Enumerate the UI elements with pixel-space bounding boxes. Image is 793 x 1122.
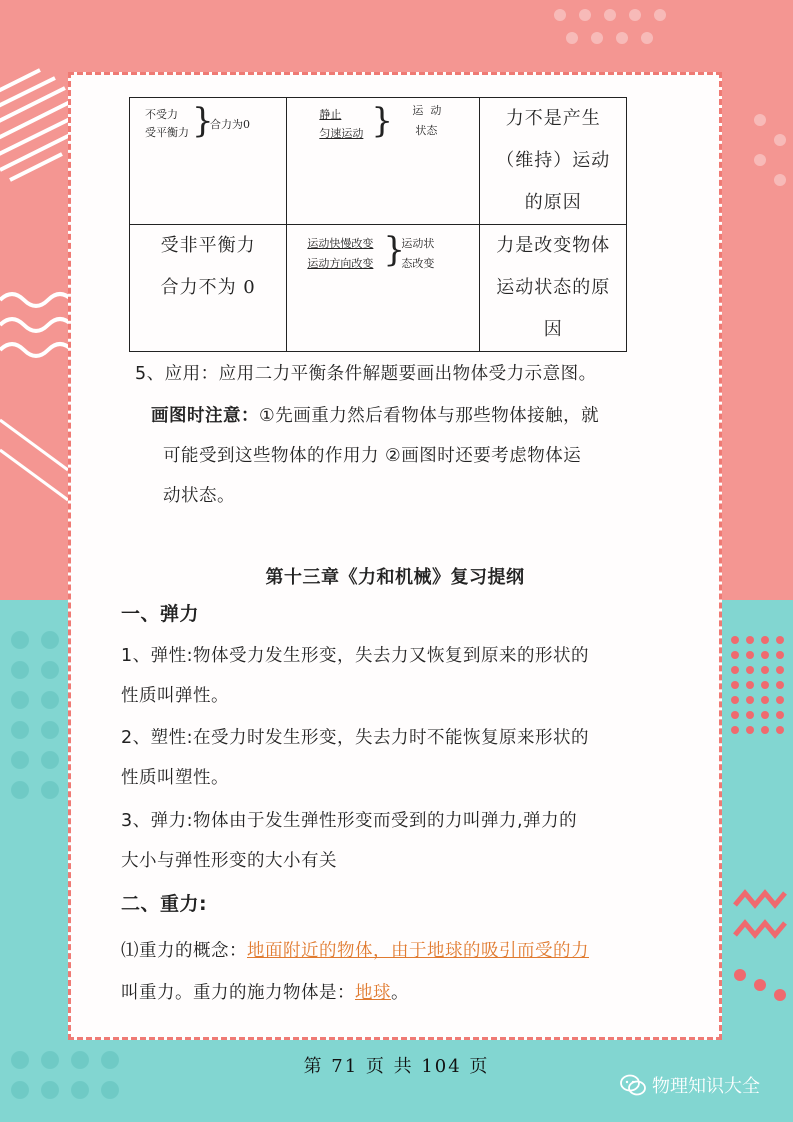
item-elasticity-cont: 性质叫弹性。 <box>121 686 229 706</box>
cell-line: 力不是产生 <box>505 108 601 129</box>
cell-line: 受非平衡力 <box>160 235 256 256</box>
cell-line: （维持）运动 <box>496 150 611 171</box>
paragraph-note-end: 动状态。 <box>163 486 235 506</box>
page-footer: 第 71 页 共 104 页 <box>303 1056 490 1077</box>
zigzag-right <box>735 893 785 935</box>
table-row <box>130 98 627 225</box>
cell-text: 运动状 <box>401 237 435 250</box>
note-text: ①先画重力然后看物体与那些物体接触，就 <box>259 406 600 426</box>
paragraph-note <box>151 395 599 437</box>
dot-pattern-right <box>731 636 786 1001</box>
cell-line: 力是改变物体 <box>496 235 611 256</box>
table-cell-r1c2 <box>287 98 480 225</box>
cell-line: 的原因 <box>524 192 582 213</box>
force-motion-table <box>129 97 627 352</box>
chapter-title: 第十三章《力和机械》复习提纲 <box>265 567 525 588</box>
item-elasticity: 1、弹性:物体受力发生形变，失去力又恢复到原来的形状的 <box>121 646 590 666</box>
cell-text: 运 动 <box>412 104 442 117</box>
cell-text: 匀速运动 <box>319 127 364 140</box>
item-plasticity-cont: 性质叫塑性。 <box>121 768 229 788</box>
gravity-source-prefix: 叫重力。重力的施力物体是： <box>121 983 355 1003</box>
cell-line: 因 <box>543 319 563 340</box>
cell-line: 合力不为 0 <box>160 277 256 298</box>
item-plasticity: 2、塑性:在受力时发生形变，失去力时不能恢复原来形状的 <box>121 728 590 748</box>
item-elastic-force-cont: 大小与弹性形变的大小有关 <box>121 851 337 871</box>
wechat-icon <box>620 1074 646 1096</box>
wechat-account-name: 物理知识大全 <box>652 1076 760 1097</box>
wechat-watermark <box>620 1072 760 1098</box>
paragraph-application: 5、应用：应用二力平衡条件解题要画出物体受力示意图。 <box>135 364 597 384</box>
item-elastic-force: 3、弹力:物体由于发生弹性形变而受到的力叫弹力,弹力的 <box>121 811 578 831</box>
gravity-concept-answer: 地面附近的物体，由于地球的吸引而受的力 <box>247 941 589 961</box>
table-cell-r2c2 <box>287 225 480 352</box>
paragraph-note-cont: 可能受到这些物体的作用力 ②画图时还要考虑物体运 <box>163 446 582 466</box>
cell-line: 运动状态的原 <box>496 277 611 298</box>
diagonal-lines-left <box>0 420 68 500</box>
table-cell-r1c1 <box>130 98 287 225</box>
gravity-source <box>121 972 409 1014</box>
content-card <box>68 72 722 1040</box>
table-cell-r2c1 <box>130 225 287 352</box>
section-heading-gravity: 二、重力: <box>121 893 208 915</box>
gravity-concept-prefix: ⑴重力的概念： <box>121 941 247 961</box>
table-cell-r2c3 <box>480 225 627 352</box>
table-cell-r1c3 <box>480 98 627 225</box>
cell-text: 受平衡力 <box>145 126 189 139</box>
note-label: 画图时注意： <box>151 406 259 426</box>
gravity-source-answer: 地球 <box>355 983 391 1003</box>
brace-icon: } <box>371 101 393 141</box>
cell-text: 状态 <box>415 124 438 137</box>
wave-lines-left <box>0 294 72 356</box>
section-heading-elastic: 一、弹力 <box>121 603 200 625</box>
gravity-concept <box>121 930 589 972</box>
cell-text: 不受力 <box>145 108 178 121</box>
cell-text: 运动方向改变 <box>307 257 374 270</box>
brace-icon: } <box>192 101 214 141</box>
gravity-source-suffix: 。 <box>391 983 409 1003</box>
cell-text: 运动快慢改变 <box>307 237 374 250</box>
table-row <box>130 225 627 352</box>
cell-text: 态改变 <box>401 257 435 270</box>
brace-icon: } <box>383 230 405 270</box>
cell-text: 合力为0 <box>210 118 250 131</box>
cell-text: 静止 <box>319 108 342 121</box>
